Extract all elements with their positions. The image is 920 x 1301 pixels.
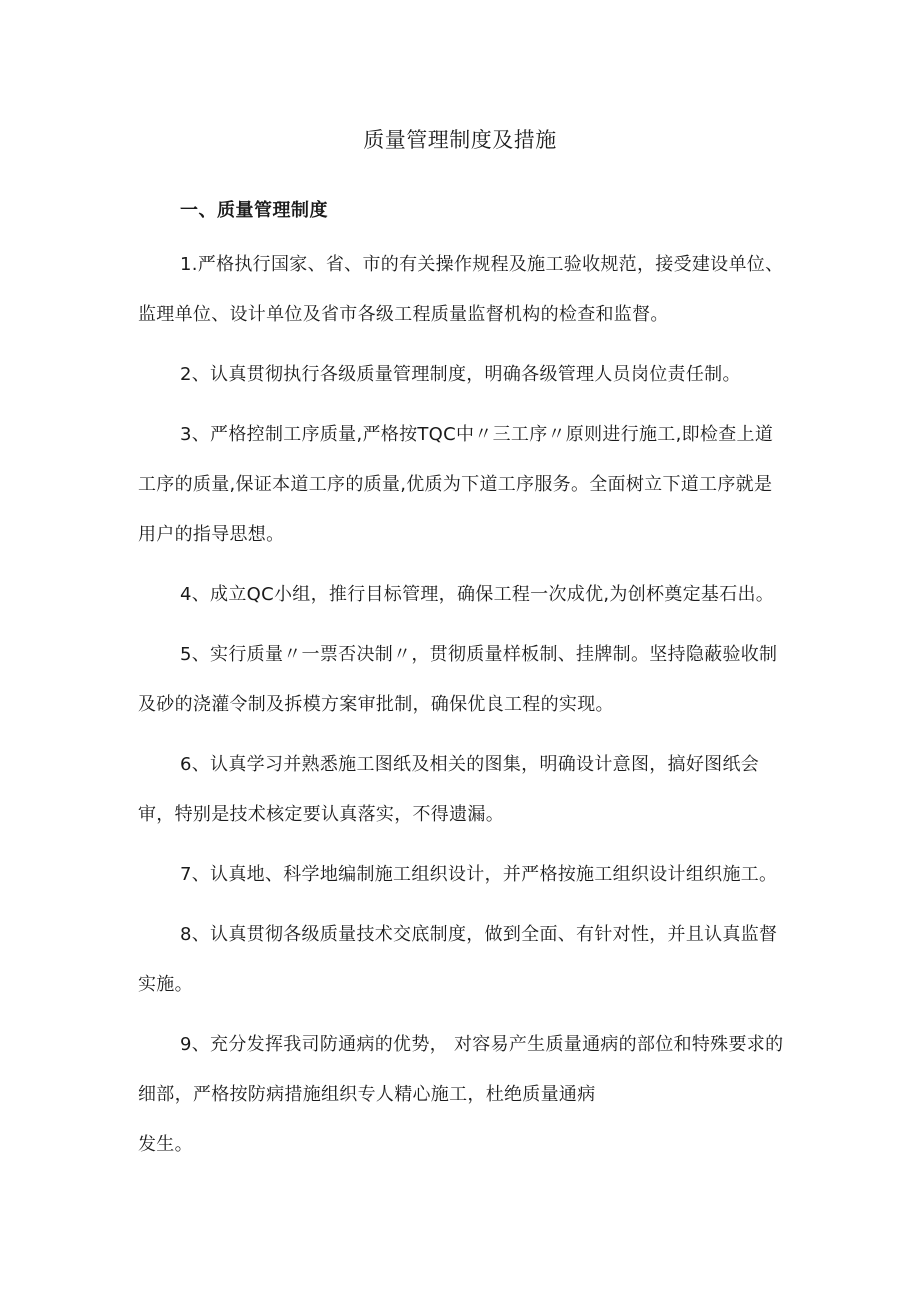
section-heading: 一、质量管理制度 xyxy=(180,200,328,221)
paragraph-2: 2、认真贯彻执行各级质量管理制度，明确各级管理人员岗位责任制。 xyxy=(180,364,741,385)
paragraph-4: 4、成立QC小组，推行目标管理，确保工程一次成优,为创杯奠定基石出。 xyxy=(180,584,775,605)
document-title: 质量管理制度及措施 xyxy=(363,128,557,152)
paragraph-1: 1.严格执行国家、省、市的有关操作规程及施工验收规范，接受建设单位、监理单位、设计单位及省市各级工程质量监督机构的检查和监督。 xyxy=(138,254,784,325)
document-body xyxy=(138,240,786,1180)
paragraph-9-continuation: 发生。 xyxy=(138,1134,193,1155)
paragraph-8: 8、认真贯彻各级质量技术交底制度，做到全面、有针对性，并且认真监督实施。 xyxy=(138,924,778,995)
paragraph-7: 7、认真地、科学地编制施工组织设计，并严格按施工组织设计组织施工。 xyxy=(180,864,778,885)
paragraph-5: 5、实行质量〃一票否决制〃，贯彻质量样板制、挂牌制。坚持隐蔽验收制及砂的浇灌令制及拆模方案审批制，确保优良工程的实现。 xyxy=(138,644,778,715)
paragraph-6: 6、认真学习并熟悉施工图纸及相关的图集，明确设计意图，搞好图纸会审，特别是技术核定要认真落实，不得遗漏。 xyxy=(138,754,760,825)
paragraph-3: 3、严格控制工序质量,严格按TQC中〃三工序〃原则进行施工,即检查上道工序的质量,保证本道工序的质量,优质为下道工序服务。全面树立下道工序就是用户的指导思想。 xyxy=(138,424,774,545)
paragraph-9: 9、充分发挥我司防通病的优势， 对容易产生质量通病的部位和特殊要求的细部，严格按防病措施组织专人精心施工，杜绝质量通病 xyxy=(138,1034,784,1105)
